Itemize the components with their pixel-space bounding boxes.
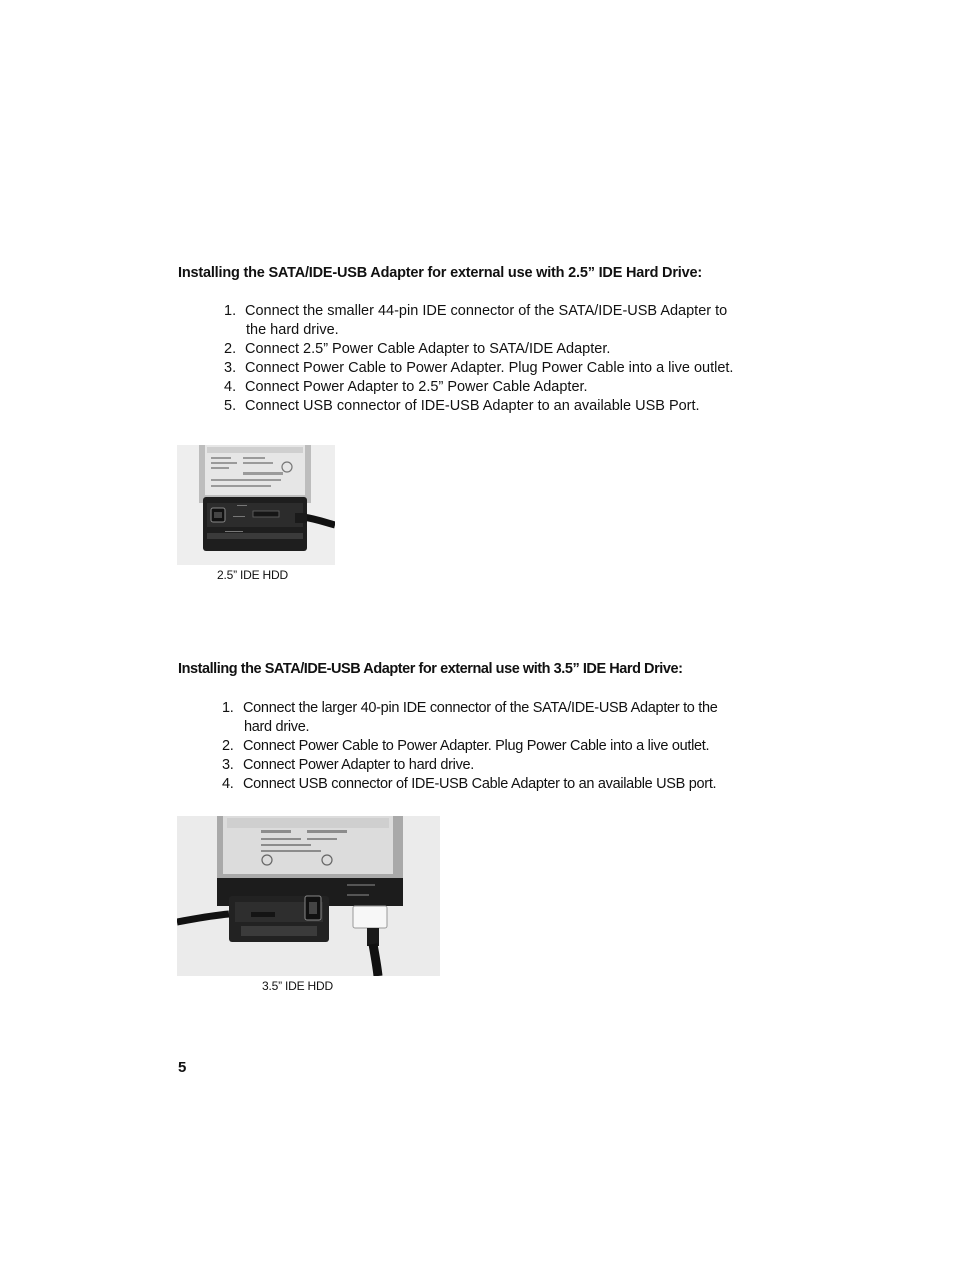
step-number: 4. xyxy=(222,776,234,792)
list-item xyxy=(222,775,742,794)
step-text: Connect the smaller 44-pin IDE connector of the SATA/IDE-USB Adapter to the hard drive. xyxy=(245,303,728,338)
list-item xyxy=(224,302,744,340)
hdd-25-illustration xyxy=(177,445,335,565)
step-text: Connect Power Adapter to 2.5” Power Cable Adapter. xyxy=(245,379,588,395)
list-item xyxy=(224,378,744,397)
step-text: Connect the larger 40-pin IDE connector of the SATA/IDE-USB Adapter to the hard drive. xyxy=(243,700,718,735)
list-item xyxy=(222,756,742,775)
hdd-25-caption: 2.5” IDE HDD xyxy=(217,568,288,582)
step-number: 4. xyxy=(224,379,237,395)
step-text: Connect Power Cable to Power Adapter. Plug Power Cable into a live outlet. xyxy=(243,738,710,754)
list-item xyxy=(224,359,744,378)
hdd-25-photo xyxy=(177,445,335,565)
step-number: 2. xyxy=(224,341,237,357)
section-1-steps xyxy=(224,302,744,416)
section-2-heading: Installing the SATA/IDE-USB Adapter for external use with 3.5” IDE Hard Drive: xyxy=(178,661,683,677)
step-number: 1. xyxy=(224,303,237,319)
step-number: 3. xyxy=(222,757,234,773)
hdd-35-illustration xyxy=(177,816,440,976)
hdd-35-caption: 3.5” IDE HDD xyxy=(262,979,333,993)
list-item xyxy=(222,737,742,756)
list-item xyxy=(224,397,744,416)
section-2-steps xyxy=(222,699,742,794)
list-item xyxy=(224,340,744,359)
step-number: 2. xyxy=(222,738,234,754)
step-text: Connect Power Cable to Power Adapter. Plug Power Cable into a live outlet. xyxy=(245,360,734,376)
step-text: Connect USB connector of IDE-USB Cable Adapter to an available USB port. xyxy=(243,776,717,792)
step-text: Connect USB connector of IDE-USB Adapter to an available USB Port. xyxy=(245,398,700,414)
step-number: 5. xyxy=(224,398,237,414)
step-number: 1. xyxy=(222,700,234,716)
section-1-heading: Installing the SATA/IDE-USB Adapter for external use with 2.5” IDE Hard Drive: xyxy=(178,265,702,281)
page-number: 5 xyxy=(178,1059,187,1076)
step-text: Connect Power Adapter to hard drive. xyxy=(243,757,475,773)
step-text: Connect 2.5” Power Cable Adapter to SATA/IDE Adapter. xyxy=(245,341,611,357)
list-item xyxy=(222,699,742,737)
step-number: 3. xyxy=(224,360,237,376)
hdd-35-photo xyxy=(177,816,440,976)
